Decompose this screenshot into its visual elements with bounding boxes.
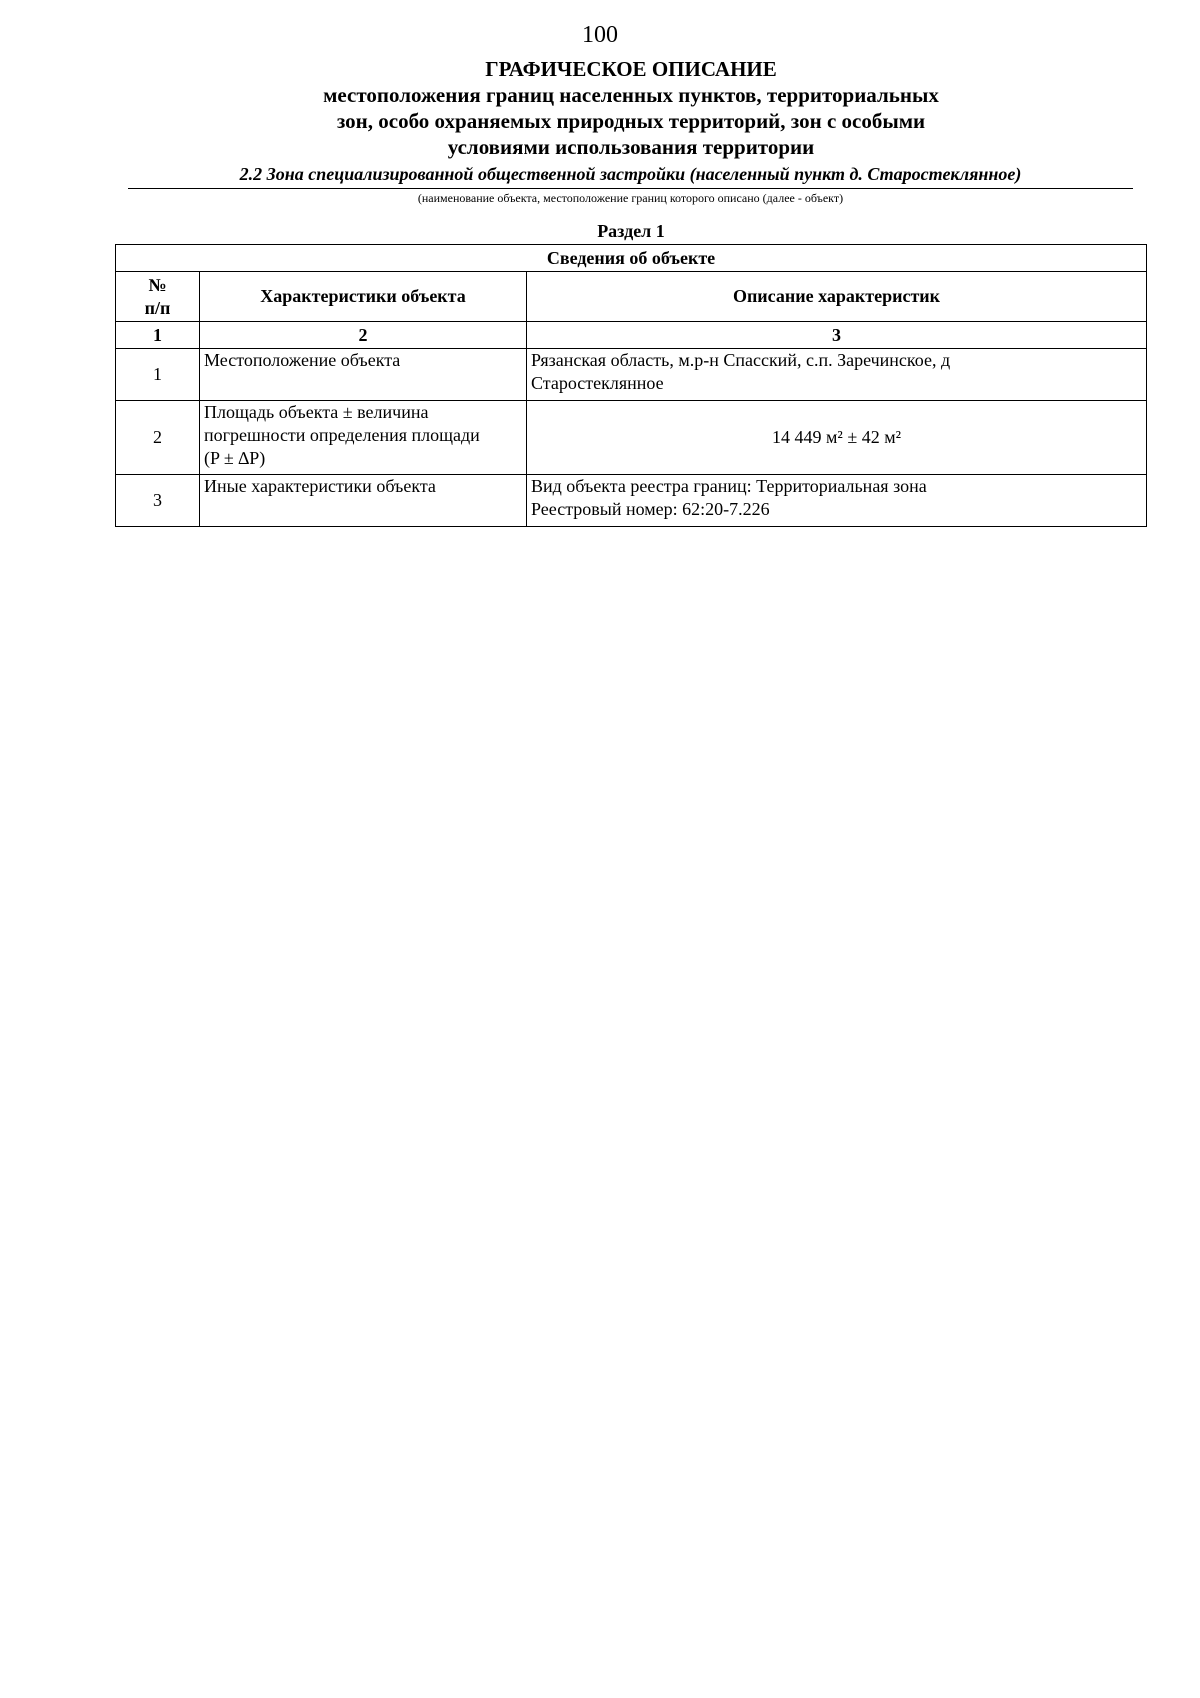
column-number-3: 3: [527, 322, 1147, 349]
table-row: [116, 401, 1147, 475]
title-line-2: местоположения границ населенных пунктов, территориальных: [323, 83, 939, 107]
table-row: [116, 475, 1147, 527]
row-description-line-1: Рязанская область, м.р-н Спасский, с.п. Заречинское, д: [531, 350, 951, 370]
title-line-3: зон, особо охраняемых природных территорий, зон с особыми: [336, 109, 926, 133]
page-number: 100: [582, 22, 618, 48]
title-line-4: условиями использования территории: [447, 135, 815, 159]
row-num: 3: [116, 475, 200, 527]
header-num-line-2: п/п: [144, 297, 171, 318]
object-name-underline: [128, 188, 1133, 189]
row-characteristic: [200, 401, 527, 475]
row-characteristic-line-1: Площадь объекта ± величина: [204, 402, 429, 422]
object-info-table: [115, 244, 1147, 527]
row-description: 14 449 м² ± 42 м²: [527, 401, 1147, 475]
row-description: [527, 475, 1147, 527]
row-description-line-1: Вид объекта реестра границ: Территориальная зона: [531, 476, 927, 496]
header-description: Описание характеристик: [527, 272, 1147, 322]
column-numbers-row: [116, 322, 1147, 349]
section-title: Раздел 1: [597, 221, 665, 241]
object-name-caption: (наименование объекта, местоположение границ которого описано (далее - объект): [417, 191, 844, 205]
table-caption: Сведения об объекте: [116, 245, 1147, 272]
row-description-line-2: Реестровый номер: 62:20-7.226: [531, 499, 770, 519]
row-characteristic-line-2: погрешности определения площади: [204, 425, 480, 445]
table-caption-row: [116, 245, 1147, 272]
row-characteristic: Местоположение объекта: [200, 349, 527, 401]
title-line-1: ГРАФИЧЕСКОЕ ОПИСАНИЕ: [485, 57, 777, 81]
table-header-row: [116, 272, 1147, 322]
row-characteristic-line-3: (P ± ∆P): [204, 448, 266, 468]
row-characteristic: Иные характеристики объекта: [200, 475, 527, 527]
header-characteristic: Характеристики объекта: [200, 272, 527, 322]
row-num: 1: [116, 349, 200, 401]
row-description-line-2: Старостеклянное: [531, 373, 664, 393]
document-title: [0, 56, 1200, 160]
row-description: [527, 349, 1147, 401]
column-number-1: 1: [116, 322, 200, 349]
header-num-line-1: №: [148, 274, 167, 295]
table-row: [116, 349, 1147, 401]
header-num: [116, 272, 200, 322]
column-number-2: 2: [200, 322, 527, 349]
object-name: 2.2 Зона специализированной общественной застройки (населенный пункт д. Старостеклянное): [239, 164, 1022, 184]
row-num: 2: [116, 401, 200, 475]
